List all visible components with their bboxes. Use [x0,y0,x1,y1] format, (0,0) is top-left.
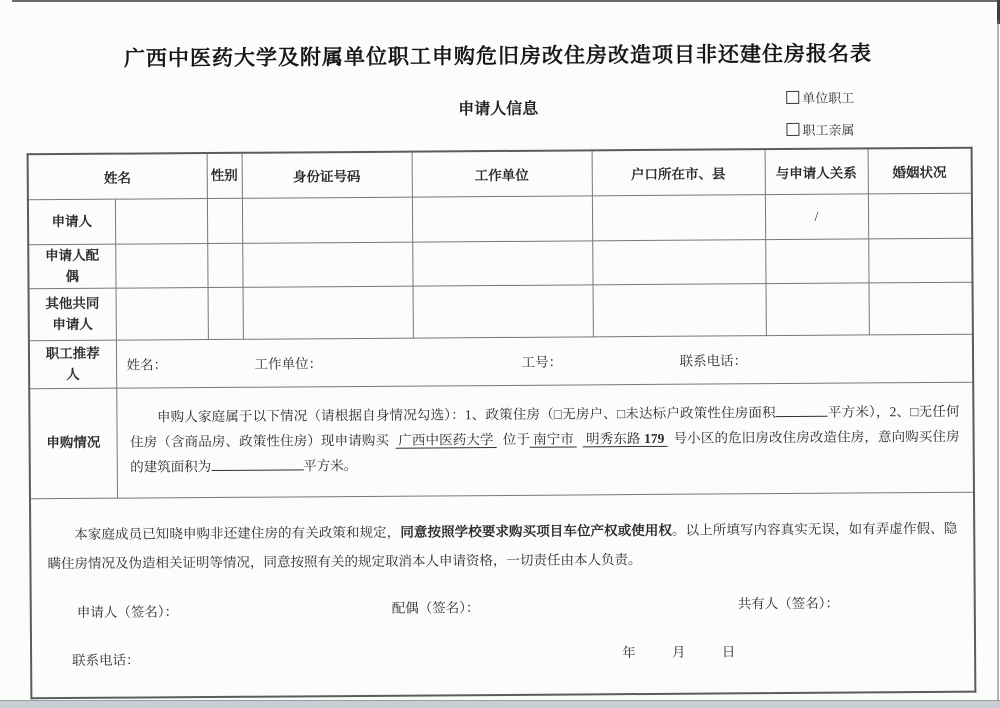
checkbox-label: 职工亲属 [802,122,855,138]
recommender-name-label: 姓名： [126,357,168,373]
applicant-relationship-cell: / [765,193,868,239]
coapp-name-cell [116,287,208,340]
declaration-bold: 同意按照学校要求购买项目车位产权或使用权 [400,522,673,540]
col-header-household-city: 户口所在市、县 [592,149,765,195]
scan-artifact-bottom-edge [0,700,1000,708]
purchase-seg1: 申购人家庭属于以下情况（请根据自身情况勾选）：1、政策住房（□无房户、□未达标户政策性住房面积 [156,404,776,425]
date-day-label: 日 [721,644,736,660]
row-label-applicant: 申请人 [28,199,115,245]
declaration-part2: 。以上所填写内容真实无误，如有弄虚作假、隐瞒住房情况及伪造相关证明等情况，同意按照有关的规定取消本人申请资格，一切责任由本人负责。 [47,520,958,572]
recommender-employee-id-label: 工号： [521,354,563,371]
city-name-underlined: 南宁市 [530,431,577,447]
purchase-seg3: 位于 [502,431,531,447]
purchase-seg2: 平方米），2、□无任何住房（含商品房、政策性住房）现申请购买 [130,403,960,450]
scan-artifact-top-edge [12,0,1000,2]
row-label-line: 申请人 [52,317,93,333]
checkbox-option-unit-employee[interactable] [786,88,854,107]
purchase-info-cell [116,382,974,498]
applicant-type-options [786,88,854,152]
street-underlined [583,431,668,448]
spouse-gender-cell [207,243,242,287]
purchase-info-text [130,400,960,481]
recommender-fields-cell [116,334,973,388]
university-name-underlined: 广西中医药大学 [395,432,497,449]
coapp-marital-cell [869,282,973,335]
col-header-work-unit: 工作单位 [412,150,592,196]
checkbox-option-employee-relative[interactable] [786,120,854,139]
spouse-name-cell [115,243,207,288]
scan-artifact-right-edge [997,20,999,700]
contact-phone-label: 联系电话： [72,652,140,668]
checkbox-label: 单位职工 [802,90,855,106]
spouse-signature-label: 配偶（签名）： [391,599,480,616]
date-fields [622,640,768,661]
applicant-name-cell [115,198,207,244]
checkbox-icon[interactable] [786,123,799,136]
row-label-co-applicants [29,288,116,341]
form-title: 广西中医药大学及附属单位职工申购危旧房改住房改造项目非还建住房报名表 [123,41,872,71]
col-header-name: 姓名 [28,153,207,199]
table-header-row [28,148,972,200]
applicant-info-table [27,147,977,700]
applicant-marital-cell [868,193,972,239]
col-header-marital-status: 婚姻状况 [868,148,972,194]
applicant-work-unit-cell [412,195,592,241]
blank-area-field [776,404,828,417]
applicant-id-cell [242,197,412,243]
coapp-work-unit-cell [413,285,593,338]
table-row-agreement [30,492,975,699]
recommender-phone-label: 联系电话： [679,353,748,369]
table-row-spouse [28,238,972,289]
row-label-purchase-info: 申购情况 [29,388,117,499]
co-owner-signature-label: 共有人（签名）： [737,595,840,612]
applicant-gender-cell [207,198,242,243]
section-title: 申请人信息 [458,100,539,119]
coapp-household-cell [593,283,766,336]
coapp-relationship-cell [766,283,869,336]
coapp-id-cell [243,286,413,339]
declaration-part1: 本家庭成员已知晓申购非还建住房的有关政策和规定， [74,524,401,542]
applicant-signature-label: 申请人（签名）： [76,603,179,620]
spouse-marital-cell [868,238,972,283]
table-row-purchase-info [29,382,974,499]
row-label-line: 其他共同 [45,295,100,311]
col-header-relationship: 与申请人关系 [765,148,868,194]
recommender-work-unit-label: 工作单位： [254,356,323,372]
blank-area-field [211,458,303,471]
row-label-spouse: 申请人配偶 [28,244,115,289]
spouse-work-unit-cell [412,240,592,285]
spouse-relationship-cell [765,238,868,283]
table-row-recommender [29,334,973,389]
subheader-row [0,89,999,148]
col-header-id-number: 身份证号码 [242,152,412,198]
street-name: 明秀东路 [585,430,641,447]
table-row-co-applicants [29,282,973,341]
spouse-id-cell [242,242,412,287]
row-label-recommender: 职工推荐人 [29,340,116,389]
date-year-label: 年 [622,644,636,660]
coapp-gender-cell [208,287,243,339]
table-row-applicant [28,193,972,245]
agreement-cell [30,492,975,699]
purchase-seg4: 号小区的危旧房改住房改造住房，意向购买住房的建筑面积为 [130,428,960,475]
declaration-text [47,514,957,580]
checkbox-icon[interactable] [786,91,799,104]
street-number: 179 [644,430,665,446]
purchase-seg5: 平方米。 [303,457,358,474]
spouse-household-cell [592,239,765,284]
date-month-label: 月 [671,644,686,660]
col-header-gender: 性别 [207,153,242,198]
applicant-household-cell [592,194,765,240]
